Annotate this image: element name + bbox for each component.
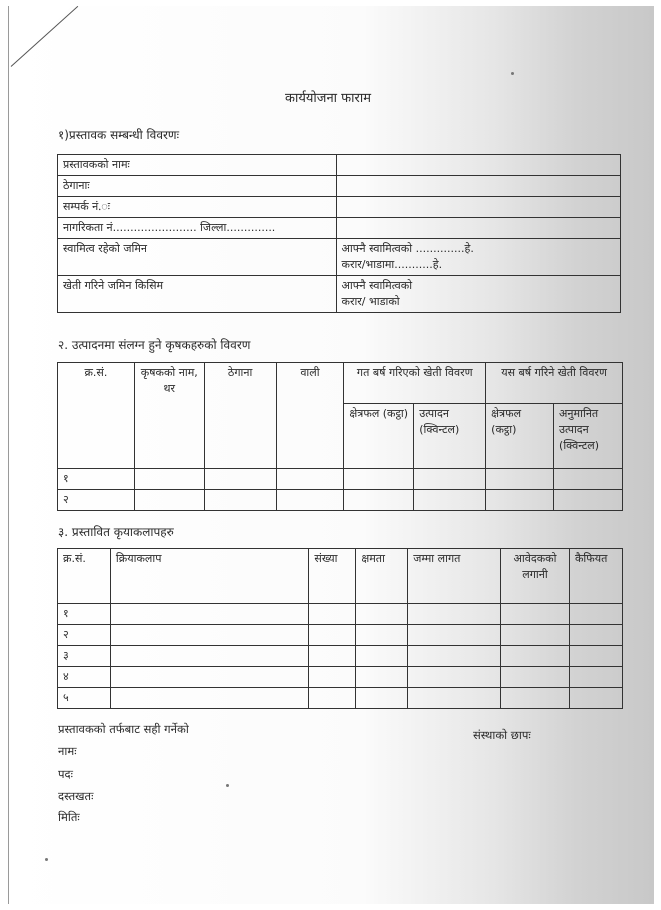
cell[interactable] bbox=[110, 604, 308, 625]
cell[interactable] bbox=[204, 469, 276, 490]
contact-field[interactable] bbox=[336, 197, 620, 218]
section1-heading: १)प्रस्तावक सम्बन्धी विवरणः bbox=[58, 128, 180, 142]
cell[interactable] bbox=[309, 688, 356, 709]
cell[interactable] bbox=[408, 688, 501, 709]
row-number: ४ bbox=[58, 667, 111, 688]
cell[interactable] bbox=[408, 667, 501, 688]
col-remarks: कैफियत bbox=[569, 549, 622, 604]
col-capacity: क्षमता bbox=[356, 549, 408, 604]
proposer-name-field[interactable] bbox=[336, 155, 620, 176]
row-number: ५ bbox=[58, 688, 111, 709]
table-row bbox=[58, 688, 623, 709]
cell[interactable] bbox=[356, 625, 408, 646]
cell[interactable] bbox=[309, 667, 356, 688]
cell[interactable] bbox=[501, 646, 570, 667]
organization-stamp-label: संस्थाको छापः bbox=[473, 728, 531, 742]
cell[interactable] bbox=[554, 469, 623, 490]
col-production-last: उत्पादन (क्विन्टल) bbox=[414, 404, 486, 469]
cell[interactable] bbox=[110, 667, 308, 688]
cell[interactable] bbox=[110, 646, 308, 667]
cell[interactable] bbox=[344, 490, 414, 511]
cell[interactable] bbox=[309, 625, 356, 646]
cell[interactable] bbox=[569, 604, 622, 625]
col-applicant-investment: आवेदकको लगानी bbox=[501, 549, 570, 604]
col-farmer-name: कृषकको नाम, थर bbox=[134, 363, 204, 469]
table-row bbox=[58, 239, 621, 276]
cell[interactable] bbox=[356, 646, 408, 667]
cell[interactable] bbox=[501, 688, 570, 709]
cell[interactable] bbox=[110, 625, 308, 646]
col-address: ठेगाना bbox=[204, 363, 276, 469]
col-last-year: गत बर्ष गरिएको खेती विवरण bbox=[344, 363, 486, 404]
form-title: कार्ययोजना फाराम bbox=[285, 91, 372, 106]
cell[interactable] bbox=[414, 469, 486, 490]
table-row bbox=[58, 667, 623, 688]
cell[interactable] bbox=[344, 469, 414, 490]
cell[interactable] bbox=[134, 469, 204, 490]
table-row bbox=[58, 469, 623, 490]
scan-speck bbox=[45, 858, 48, 861]
table-row bbox=[58, 625, 623, 646]
col-activity: क्रियाकलाप bbox=[110, 549, 308, 604]
scan-speck bbox=[226, 784, 229, 787]
owned-land-line2: करार/भाडामा...........हे. bbox=[341, 258, 443, 271]
cell[interactable] bbox=[408, 625, 501, 646]
table-header-row bbox=[58, 549, 623, 604]
cell[interactable] bbox=[276, 490, 344, 511]
owned-land-field[interactable] bbox=[336, 239, 620, 276]
cell[interactable] bbox=[408, 646, 501, 667]
col-this-year: यस बर्ष गरिने खेती विवरण bbox=[486, 363, 623, 404]
farm-land-line1: आफ्नै स्वामित्वको bbox=[341, 279, 413, 292]
signatory-heading: प्रस्तावकको तर्फबाट सही गर्नेको bbox=[58, 722, 189, 736]
citizenship-field[interactable] bbox=[336, 218, 620, 239]
farmers-table bbox=[57, 362, 623, 511]
table-header-row bbox=[58, 363, 623, 404]
cell[interactable] bbox=[356, 688, 408, 709]
row-number: १ bbox=[58, 604, 111, 625]
table-row bbox=[58, 490, 623, 511]
address-label: ठेगानाः bbox=[58, 176, 337, 197]
farm-land-line2: करार/ भाडाको bbox=[341, 295, 400, 308]
scan-speck bbox=[511, 72, 514, 75]
cell[interactable] bbox=[486, 490, 554, 511]
table-row bbox=[58, 176, 621, 197]
signature-label: दस्तखतः bbox=[58, 789, 94, 803]
name-label: नामः bbox=[58, 744, 77, 758]
table-row bbox=[58, 218, 621, 239]
farm-land-type-field[interactable] bbox=[336, 276, 620, 313]
cell[interactable] bbox=[408, 604, 501, 625]
table-row bbox=[58, 604, 623, 625]
row-number: २ bbox=[58, 625, 111, 646]
cell[interactable] bbox=[414, 490, 486, 511]
cell[interactable] bbox=[356, 604, 408, 625]
owned-land-label: स्वामित्व रहेको जमिन bbox=[58, 239, 337, 276]
col-quantity: संख्या bbox=[309, 549, 356, 604]
cell[interactable] bbox=[569, 646, 622, 667]
cell[interactable] bbox=[501, 667, 570, 688]
farm-land-type-label: खेती गरिने जमिन किसिम bbox=[58, 276, 337, 313]
col-area-last: क्षेत्रफल (कट्ठा) bbox=[344, 404, 414, 469]
section3-heading: ३. प्रस्तावित कृयाकलापहरु bbox=[58, 525, 174, 539]
table-row bbox=[58, 155, 621, 176]
col-total-cost: जम्मा लागत bbox=[408, 549, 501, 604]
section2-heading: २. उत्पादनमा संलग्न हुने कृषकहरुको विवरण bbox=[58, 338, 251, 352]
cell[interactable] bbox=[569, 625, 622, 646]
cell[interactable] bbox=[356, 667, 408, 688]
cell[interactable] bbox=[501, 604, 570, 625]
table-row bbox=[58, 276, 621, 313]
cell[interactable] bbox=[309, 646, 356, 667]
table-row bbox=[58, 197, 621, 218]
col-sn: क्र.सं. bbox=[58, 363, 135, 469]
proposer-name-label: प्रस्तावकको नामः bbox=[58, 155, 337, 176]
owned-land-line1: आफ्नै स्वामित्वको ..............हे. bbox=[341, 242, 474, 255]
date-label: मितिः bbox=[58, 810, 80, 824]
contact-label: सम्पर्क नं.ः bbox=[58, 197, 337, 218]
col-crop: वाली bbox=[276, 363, 344, 469]
row-number: २ bbox=[58, 490, 135, 511]
cell[interactable] bbox=[486, 469, 554, 490]
cell[interactable] bbox=[554, 490, 623, 511]
cell[interactable] bbox=[204, 490, 276, 511]
table-row bbox=[58, 646, 623, 667]
activities-table bbox=[57, 548, 623, 709]
cell[interactable] bbox=[276, 469, 344, 490]
citizenship-label: नागरिकता नं........................ जिल्ला.............. bbox=[58, 218, 337, 239]
post-label: पदः bbox=[58, 767, 73, 781]
cell[interactable] bbox=[309, 604, 356, 625]
col-sn: क्र.सं. bbox=[58, 549, 111, 604]
row-number: १ bbox=[58, 469, 135, 490]
cell[interactable] bbox=[501, 625, 570, 646]
col-production-this: अनुमानित उत्पादन (क्विन्टल) bbox=[554, 404, 623, 469]
cell[interactable] bbox=[134, 490, 204, 511]
cell[interactable] bbox=[569, 688, 622, 709]
cell[interactable] bbox=[569, 667, 622, 688]
row-number: ३ bbox=[58, 646, 111, 667]
col-area-this: क्षेत्रफल (कट्ठा) bbox=[486, 404, 554, 469]
cell[interactable] bbox=[110, 688, 308, 709]
address-field[interactable] bbox=[336, 176, 620, 197]
proposer-details-table bbox=[57, 154, 621, 313]
